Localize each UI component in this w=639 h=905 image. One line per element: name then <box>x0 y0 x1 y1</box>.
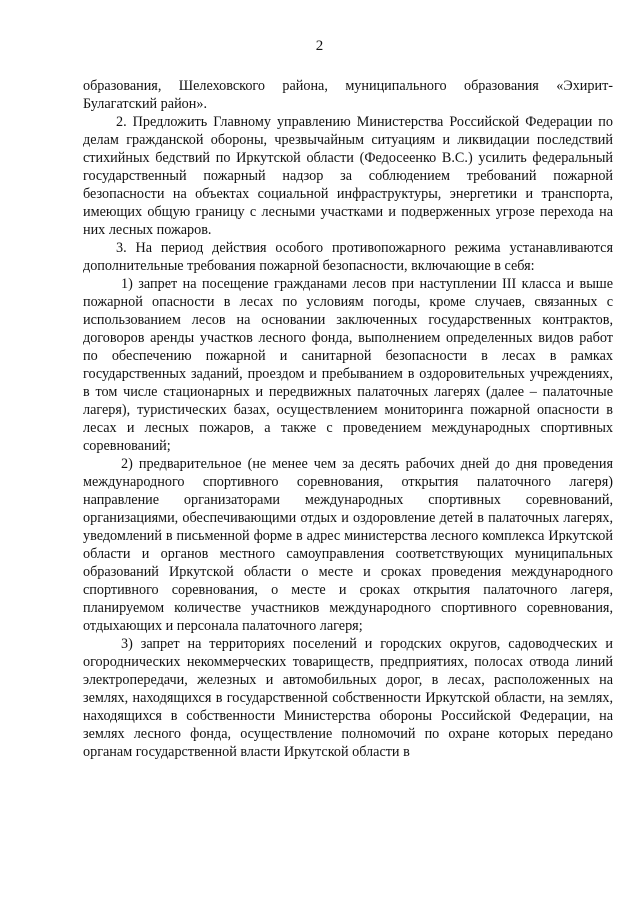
page-number: 2 <box>315 38 324 54</box>
paragraph-subitem-2: 2) предварительное (не менее чем за десять рабочих дней до дня проведения международного спортивного соревнования, открытия палаточного лагеря) направление организаторами международных спортивных соревнований, организациями, обеспечивающими отдых и оздоровление детей в палаточных лагерях, уведомлений в письменной форме в адрес министерства лесного комплекса Иркутской области и органов местного самоуправления соответствующих муниципальных образований Иркутской области о месте и сроках проведения международного спортивного соревнования, о месте и сроках открытия палаточного лагеря, планируемом количестве участников международного спортивного соревнования, отдыхающих и персонала палаточного лагеря; <box>83 456 613 634</box>
paragraph-subitem-1: 1) запрет на посещение гражданами лесов при наступлении III класса и выше пожарной опасности в лесах по условиям погоды, кроме случаев, связанных с использованием лесов на основании заключенных государственных контрактов, договоров аренды участков лесного фонда, выполнением определенных видов работ по обеспечению пожарной и санитарной безопасности в лесах в рамках государственных заданий, проездом и пребыванием в оздоровительных учреждениях, в том числе стационарных и передвижных палаточных лагерях (далее – палаточные лагеря), туристических базах, осуществлением мониторинга пожарной опасности в лесах и лесных пожаров, а также с проведением международных спортивных соревнований; <box>83 276 613 454</box>
paragraph-item-3: 3. На период действия особого противопожарного режима устанавливаются дополнительные требования пожарной безопасности, включающие в себя: <box>83 240 613 274</box>
paragraph-continuation: образования, Шелеховского района, муниципального образования «Эхирит-Булагатский район». <box>83 78 613 112</box>
paragraph-subitem-3: 3) запрет на территориях поселений и городских округов, садоводческих и огороднических некоммерческих товариществ, предприятиях, полосах отвода линий электропередачи, железных и автомобильных дорог, в лесах, расположенных на землях, находящихся в государственной собственности Иркутской области, на землях, находящихся в собственности Министерства обороны Российской Федерации, на землях лесного фонда, осуществление полномочий по охране которых передано органам государственной власти Иркутской области в <box>83 636 613 760</box>
document-body <box>83 77 613 761</box>
paragraph-item-2: 2. Предложить Главному управлению Министерства Российской Федерации по делам гражданской обороны, чрезвычайным ситуациям и ликвидации последствий стихийных бедствий по Иркутской области (Федосеенко В.С.) усилить федеральный государственный пожарный надзор за соблюдением требований пожарной безопасности на объектах социальной инфраструктуры, энергетики и транспорта, имеющих общую границу с лесными участками и подверженных угрозе перехода на них лесных пожаров. <box>83 114 613 238</box>
